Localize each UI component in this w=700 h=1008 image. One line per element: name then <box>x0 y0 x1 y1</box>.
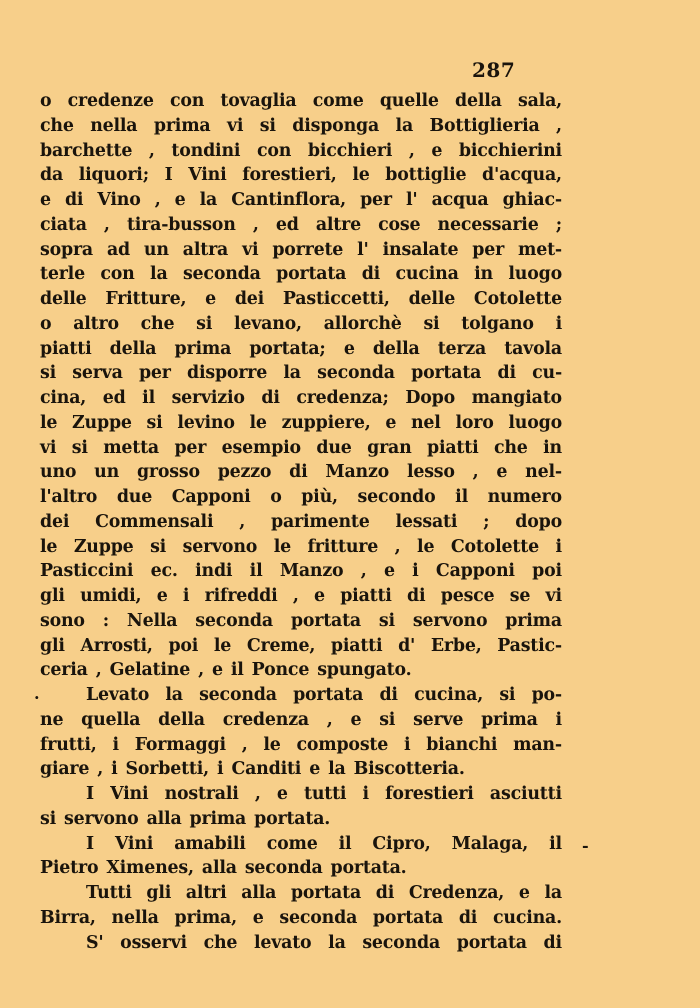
text-line: I Vini nostrali , e tutti i forestieri asciutti <box>86 784 562 804</box>
text-line: gli umidi, e i rifreddi , e piatti di pesce se vi <box>40 586 562 606</box>
text-line: sono : Nella seconda portata si servono prima <box>40 610 562 631</box>
text-line: giare , i Sorbetti, i Canditi e la Biscotteria. <box>40 759 465 780</box>
text-line: o credenze con tovaglia come quelle della sala, <box>40 91 562 111</box>
text-line: sopra ad un altra vi porrete l' insalate per met- <box>40 239 562 260</box>
text-line: le Zuppe si levino le zuppiere, e nel loro luogo <box>40 412 562 433</box>
text-line: o altro che si levano, allorchè si tolgano i <box>40 313 562 334</box>
text-line: si servono alla prima portata. <box>40 808 331 829</box>
text-line: Tutti gli altri alla portata di Credenza, e la <box>86 883 562 903</box>
text-line: cina, ed il servizio di credenza; Dopo mangiato <box>40 388 562 408</box>
text-line: le Zuppe si servono le fritture , le Cotolette i <box>40 536 562 557</box>
text-line: frutti, i Formaggi , le composte i bianchi man- <box>40 734 562 755</box>
text-line: dei Commensali , parimente lessati ; dopo <box>40 511 562 532</box>
text-line: ceria , Gelatine , e il Ponce spungato. <box>40 660 412 681</box>
text-line: che nella prima vi si disponga la Bottiglieria , <box>40 115 562 136</box>
text-line: barchette , tondini con bicchieri , e bicchierini <box>40 140 562 161</box>
body-text <box>40 89 562 955</box>
text-line: e di Vino , e la Cantinflora, per l' acqua ghiac- <box>40 190 562 210</box>
text-line: si serva per disporre la seconda portata di cu- <box>40 363 562 384</box>
text-line: delle Fritture, e dei Pasticcetti, delle Cotolette <box>40 289 562 309</box>
text-line: Pietro Ximenes, alla seconda portata. <box>40 858 407 879</box>
margin-mark: · <box>34 688 40 707</box>
text-line: Pasticcini ec. indi il Manzo , e i Capponi poi <box>40 561 562 582</box>
text-line: Levato la seconda portata di cucina, si po- <box>86 685 562 705</box>
text-line: S' osservi che levato la seconda portata di <box>86 932 562 953</box>
text-line: l'altro due Capponi o più, secondo il numero <box>40 487 562 507</box>
text-line: I Vini amabili come il Cipro, Malaga, il <box>86 833 562 854</box>
text-line: uno un grosso pezzo di Manzo lesso , e nel- <box>40 462 562 483</box>
text-line: vi si metta per esempio due gran piatti che in <box>40 437 562 458</box>
margin-mark: - <box>582 836 589 855</box>
text-line: ciata , tira-busson , ed altre cose necessarie ; <box>40 214 562 235</box>
text-line: gli Arrosti, poi le Creme, piatti d' Erbe, Pastic- <box>40 635 562 656</box>
text-line: da liquori; I Vini forestieri, le bottiglie d'acqua, <box>40 165 562 186</box>
text-line: piatti della prima portata; e della terza tavola <box>40 338 562 359</box>
text-line: Birra, nella prima, e seconda portata di cucina. <box>40 907 562 928</box>
text-line: ne quella della credenza , e si serve prima i <box>40 709 562 730</box>
text-line: terle con la seconda portata di cucina in luogo <box>40 264 562 285</box>
page-number: 287 <box>472 58 516 82</box>
